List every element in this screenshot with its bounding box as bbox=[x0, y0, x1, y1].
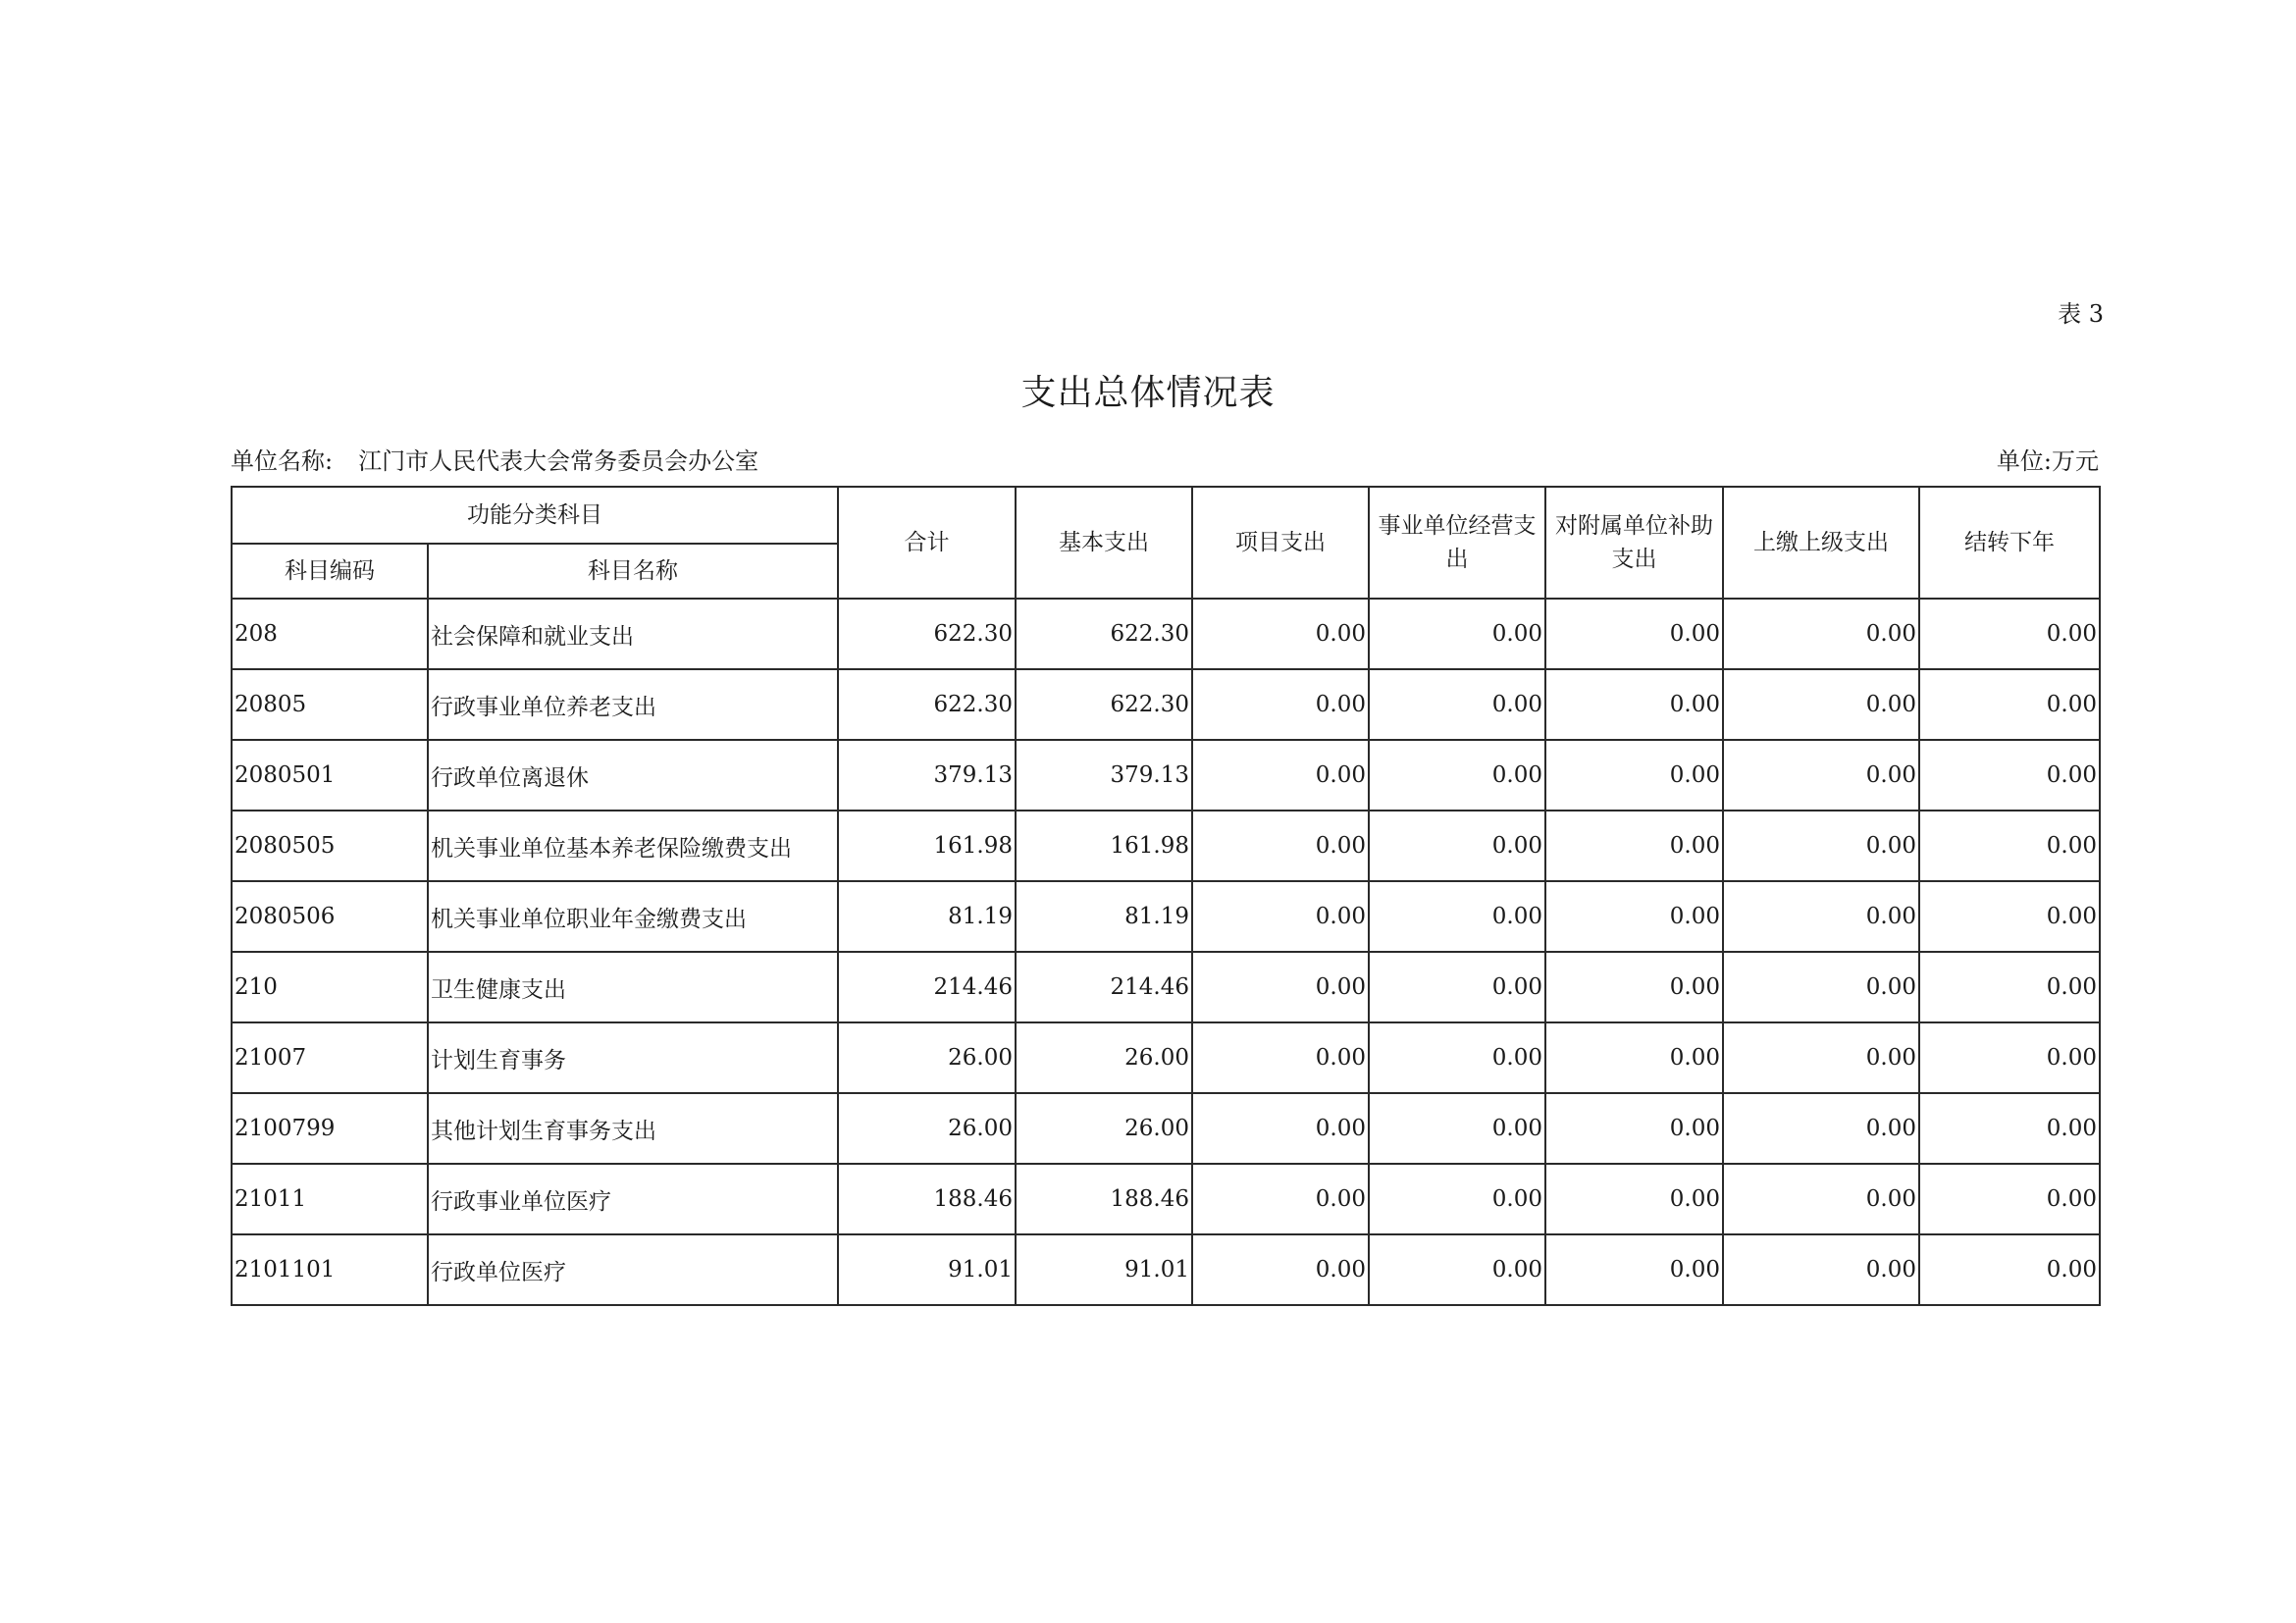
header-subsidy: 对附属单位补助支出 bbox=[1545, 487, 1723, 599]
table-row bbox=[232, 1164, 2100, 1234]
basic-cell: 379.13 bbox=[1016, 740, 1192, 811]
total-cell: 188.46 bbox=[838, 1164, 1016, 1234]
header-carry: 结转下年 bbox=[1919, 487, 2100, 599]
code-cell: 210 bbox=[232, 952, 428, 1022]
subsidy-cell: 0.00 bbox=[1545, 952, 1723, 1022]
basic-cell: 188.46 bbox=[1016, 1164, 1192, 1234]
basic-cell: 622.30 bbox=[1016, 669, 1192, 740]
carry-cell: 0.00 bbox=[1919, 881, 2100, 952]
code-cell: 2080505 bbox=[232, 811, 428, 881]
table-number: 表 3 bbox=[2058, 300, 2104, 328]
subsidy-cell: 0.00 bbox=[1545, 669, 1723, 740]
project-cell: 0.00 bbox=[1192, 811, 1369, 881]
remit-cell: 0.00 bbox=[1723, 881, 1919, 952]
total-cell: 26.00 bbox=[838, 1022, 1016, 1093]
business-cell: 0.00 bbox=[1369, 881, 1545, 952]
subsidy-cell: 0.00 bbox=[1545, 881, 1723, 952]
total-cell: 214.46 bbox=[838, 952, 1016, 1022]
total-cell: 622.30 bbox=[838, 669, 1016, 740]
carry-cell: 0.00 bbox=[1919, 1093, 2100, 1164]
name-cell: 机关事业单位基本养老保险缴费支出 bbox=[428, 811, 838, 881]
basic-cell: 91.01 bbox=[1016, 1234, 1192, 1305]
document-title: 支出总体情况表 bbox=[1020, 373, 1276, 413]
remit-cell: 0.00 bbox=[1723, 1234, 1919, 1305]
unit-name-label: 单位名称: bbox=[231, 447, 334, 475]
table-row bbox=[232, 1234, 2100, 1305]
table-body bbox=[232, 599, 2100, 1305]
subsidy-cell: 0.00 bbox=[1545, 1093, 1723, 1164]
remit-cell: 0.00 bbox=[1723, 811, 1919, 881]
total-cell: 161.98 bbox=[838, 811, 1016, 881]
header-basic: 基本支出 bbox=[1016, 487, 1192, 599]
total-cell: 379.13 bbox=[838, 740, 1016, 811]
basic-cell: 26.00 bbox=[1016, 1093, 1192, 1164]
business-cell: 0.00 bbox=[1369, 952, 1545, 1022]
carry-cell: 0.00 bbox=[1919, 952, 2100, 1022]
subsidy-cell: 0.00 bbox=[1545, 1234, 1723, 1305]
code-cell: 2080506 bbox=[232, 881, 428, 952]
carry-cell: 0.00 bbox=[1919, 740, 2100, 811]
total-cell: 622.30 bbox=[838, 599, 1016, 669]
table-row bbox=[232, 740, 2100, 811]
table-row bbox=[232, 881, 2100, 952]
carry-cell: 0.00 bbox=[1919, 811, 2100, 881]
basic-cell: 214.46 bbox=[1016, 952, 1192, 1022]
header-total: 合计 bbox=[838, 487, 1016, 599]
project-cell: 0.00 bbox=[1192, 599, 1369, 669]
name-cell: 行政单位医疗 bbox=[428, 1234, 838, 1305]
header-project: 项目支出 bbox=[1192, 487, 1369, 599]
subsidy-cell: 0.00 bbox=[1545, 1164, 1723, 1234]
unit-info-line bbox=[231, 442, 2099, 476]
expenditure-table bbox=[231, 486, 2101, 1306]
name-cell: 计划生育事务 bbox=[428, 1022, 838, 1093]
remit-cell: 0.00 bbox=[1723, 952, 1919, 1022]
name-cell: 其他计划生育事务支出 bbox=[428, 1093, 838, 1164]
basic-cell: 81.19 bbox=[1016, 881, 1192, 952]
project-cell: 0.00 bbox=[1192, 1022, 1369, 1093]
code-cell: 20805 bbox=[232, 669, 428, 740]
project-cell: 0.00 bbox=[1192, 740, 1369, 811]
header-business: 事业单位经营支出 bbox=[1369, 487, 1545, 599]
business-cell: 0.00 bbox=[1369, 1022, 1545, 1093]
table-row bbox=[232, 952, 2100, 1022]
code-cell: 208 bbox=[232, 599, 428, 669]
name-cell: 机关事业单位职业年金缴费支出 bbox=[428, 881, 838, 952]
name-cell: 行政单位离退休 bbox=[428, 740, 838, 811]
table-header bbox=[232, 487, 2100, 599]
unit-name-group bbox=[231, 442, 758, 476]
project-cell: 0.00 bbox=[1192, 881, 1369, 952]
basic-cell: 26.00 bbox=[1016, 1022, 1192, 1093]
basic-cell: 161.98 bbox=[1016, 811, 1192, 881]
name-cell: 行政事业单位医疗 bbox=[428, 1164, 838, 1234]
basic-cell: 622.30 bbox=[1016, 599, 1192, 669]
table-row bbox=[232, 1093, 2100, 1164]
subsidy-cell: 0.00 bbox=[1545, 1022, 1723, 1093]
business-cell: 0.00 bbox=[1369, 669, 1545, 740]
business-cell: 0.00 bbox=[1369, 740, 1545, 811]
total-cell: 81.19 bbox=[838, 881, 1016, 952]
remit-cell: 0.00 bbox=[1723, 1093, 1919, 1164]
table-row bbox=[232, 811, 2100, 881]
currency-unit: 单位:万元 bbox=[1996, 447, 2099, 475]
header-remit: 上缴上级支出 bbox=[1723, 487, 1919, 599]
business-cell: 0.00 bbox=[1369, 599, 1545, 669]
remit-cell: 0.00 bbox=[1723, 1164, 1919, 1234]
table-row bbox=[232, 599, 2100, 669]
header-name: 科目名称 bbox=[428, 544, 838, 599]
code-cell: 2101101 bbox=[232, 1234, 428, 1305]
code-cell: 2100799 bbox=[232, 1093, 428, 1164]
subsidy-cell: 0.00 bbox=[1545, 599, 1723, 669]
header-function-category: 功能分类科目 bbox=[232, 487, 838, 544]
remit-cell: 0.00 bbox=[1723, 599, 1919, 669]
remit-cell: 0.00 bbox=[1723, 669, 1919, 740]
header-code: 科目编码 bbox=[232, 544, 428, 599]
code-cell: 2080501 bbox=[232, 740, 428, 811]
project-cell: 0.00 bbox=[1192, 1093, 1369, 1164]
remit-cell: 0.00 bbox=[1723, 1022, 1919, 1093]
carry-cell: 0.00 bbox=[1919, 599, 2100, 669]
project-cell: 0.00 bbox=[1192, 1234, 1369, 1305]
unit-name: 江门市人民代表大会常务委员会办公室 bbox=[358, 447, 759, 475]
name-cell: 行政事业单位养老支出 bbox=[428, 669, 838, 740]
business-cell: 0.00 bbox=[1369, 811, 1545, 881]
subsidy-cell: 0.00 bbox=[1545, 740, 1723, 811]
code-cell: 21011 bbox=[232, 1164, 428, 1234]
total-cell: 91.01 bbox=[838, 1234, 1016, 1305]
name-cell: 社会保障和就业支出 bbox=[428, 599, 838, 669]
business-cell: 0.00 bbox=[1369, 1164, 1545, 1234]
name-cell: 卫生健康支出 bbox=[428, 952, 838, 1022]
carry-cell: 0.00 bbox=[1919, 1022, 2100, 1093]
business-cell: 0.00 bbox=[1369, 1234, 1545, 1305]
remit-cell: 0.00 bbox=[1723, 740, 1919, 811]
carry-cell: 0.00 bbox=[1919, 1164, 2100, 1234]
subsidy-cell: 0.00 bbox=[1545, 811, 1723, 881]
table-row bbox=[232, 669, 2100, 740]
carry-cell: 0.00 bbox=[1919, 1234, 2100, 1305]
project-cell: 0.00 bbox=[1192, 952, 1369, 1022]
project-cell: 0.00 bbox=[1192, 1164, 1369, 1234]
project-cell: 0.00 bbox=[1192, 669, 1369, 740]
total-cell: 26.00 bbox=[838, 1093, 1016, 1164]
carry-cell: 0.00 bbox=[1919, 669, 2100, 740]
code-cell: 21007 bbox=[232, 1022, 428, 1093]
table-row bbox=[232, 1022, 2100, 1093]
business-cell: 0.00 bbox=[1369, 1093, 1545, 1164]
